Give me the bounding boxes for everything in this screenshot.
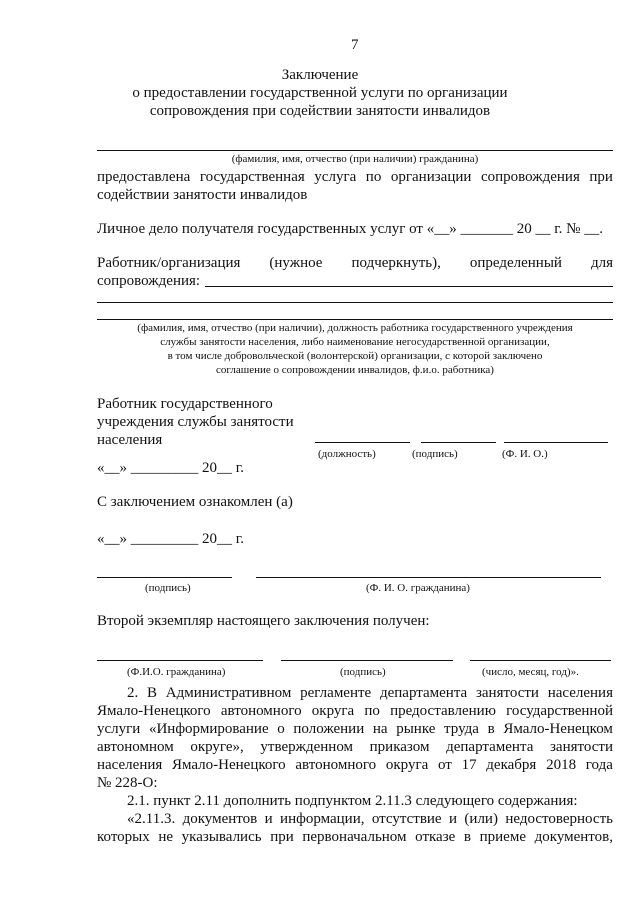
word: автономного bbox=[295, 757, 377, 773]
word: утвержденном bbox=[260, 739, 354, 755]
word: 17 bbox=[461, 757, 477, 773]
word: 2. bbox=[127, 685, 139, 701]
signature-caption: (подпись) bbox=[412, 448, 458, 460]
document-title bbox=[120, 66, 520, 120]
quote-line-1 bbox=[127, 810, 613, 828]
word: занятости bbox=[549, 739, 613, 755]
word: департамента bbox=[446, 739, 534, 755]
second-copy-title: Второй экземпляр настоящего заключения получен: bbox=[97, 613, 430, 629]
word: округа bbox=[385, 757, 429, 773]
word: автономного bbox=[220, 703, 302, 719]
word: регламенте bbox=[300, 685, 372, 701]
service-provided-line-1 bbox=[97, 168, 613, 186]
amendment-p2-line-5 bbox=[97, 756, 613, 774]
word: о bbox=[277, 721, 285, 737]
caption-line-4: соглашение о сопровождении инвалидов, ф.и.о. работника) bbox=[216, 364, 494, 376]
word: предоставлению bbox=[390, 703, 496, 719]
word: Работник/организация bbox=[97, 255, 241, 271]
word: услуги bbox=[97, 721, 141, 737]
position-caption: (должность) bbox=[318, 448, 376, 460]
amendment-p2-last-line: № 228-О: bbox=[97, 775, 158, 791]
full-name-line bbox=[504, 442, 608, 443]
acquainted-signature-caption: (подпись) bbox=[145, 582, 191, 594]
word: В bbox=[147, 685, 158, 701]
title-line-2: о предоставлении государственной услуги по организации bbox=[132, 85, 508, 101]
position-line bbox=[315, 442, 410, 443]
worker-organization-caption bbox=[97, 321, 613, 377]
word: года bbox=[585, 757, 613, 773]
word: предоставлена bbox=[97, 169, 191, 185]
word: «Информирование bbox=[148, 721, 269, 737]
word: занятости bbox=[475, 685, 539, 701]
word: отсутствие bbox=[371, 811, 442, 827]
word: не bbox=[158, 829, 174, 845]
quote-line-2 bbox=[97, 828, 613, 846]
word: положении bbox=[293, 721, 365, 737]
employment-worker-label bbox=[97, 395, 294, 449]
acquainted-signature-line bbox=[97, 577, 232, 578]
word: и bbox=[264, 811, 273, 827]
word: для bbox=[590, 255, 613, 271]
amendment-p2-line-3 bbox=[97, 720, 613, 738]
amendment-p2-line-4 bbox=[97, 738, 613, 756]
signature-line bbox=[421, 442, 496, 443]
word: и bbox=[449, 811, 458, 827]
second-copy-name-caption: (Ф.И.О. гражданина) bbox=[127, 666, 226, 678]
acquainted-name-caption: (Ф. И. О. гражданина) bbox=[366, 582, 470, 594]
word: населения bbox=[97, 757, 163, 773]
word: округа bbox=[311, 703, 355, 719]
word: определенный bbox=[469, 255, 562, 271]
word: автономном bbox=[97, 739, 174, 755]
escort-fill-line-3 bbox=[97, 319, 613, 320]
acquainted-title: С заключением ознакомлен (а) bbox=[97, 494, 293, 510]
employment-worker-date: «__» _________ 20__ г. bbox=[97, 460, 244, 476]
amendment-p21-line: 2.1. пункт 2.11 дополнить подпунктом 2.11.3 следующего содержания: bbox=[127, 793, 578, 809]
second-copy-signature-caption: (подпись) bbox=[340, 666, 386, 678]
page-number: 7 bbox=[351, 37, 359, 53]
word: на bbox=[372, 721, 388, 737]
worker-organization-line-1 bbox=[97, 254, 613, 272]
worker-organization-line-2: сопровождения: bbox=[97, 273, 201, 289]
employment-worker-line-1: Работник государственного bbox=[97, 396, 273, 412]
word: «2.11.3. bbox=[127, 811, 176, 827]
word: Ямало-Ненецкого bbox=[97, 703, 211, 719]
word: приказом bbox=[369, 739, 430, 755]
word: 2018 bbox=[546, 757, 577, 773]
caption-line-2: службы занятости населения, либо наименование негосударственной организации, bbox=[160, 336, 550, 348]
word: документов bbox=[182, 811, 258, 827]
word: отказе bbox=[415, 829, 456, 845]
word: от bbox=[438, 757, 452, 773]
word: департамента bbox=[379, 685, 468, 701]
second-copy-name-line bbox=[97, 660, 263, 661]
word: в bbox=[487, 721, 495, 737]
word: населения bbox=[547, 685, 613, 701]
employment-worker-line-2: учреждения службы занятости bbox=[97, 414, 294, 430]
word: государственной bbox=[506, 703, 613, 719]
amendment-p2-line-2 bbox=[97, 702, 613, 720]
escort-fill-line-1 bbox=[205, 286, 613, 287]
word: рынке bbox=[396, 721, 436, 737]
word: (нужное bbox=[269, 255, 323, 271]
second-copy-signature-line bbox=[281, 660, 453, 661]
acquainted-date: «__» _________ 20__ г. bbox=[97, 531, 244, 547]
word: информации, bbox=[280, 811, 365, 827]
word: первоначальном bbox=[302, 829, 407, 845]
word: декабря bbox=[486, 757, 537, 773]
title-line-1: Заключение bbox=[281, 67, 359, 83]
second-copy-date-line bbox=[470, 660, 611, 661]
personal-file-line: Личное дело получателя государственных услуг от «__» _______ 20 __ г. № __. bbox=[97, 221, 603, 237]
word: (или) bbox=[464, 811, 498, 827]
word: по bbox=[364, 703, 380, 719]
word: по bbox=[365, 169, 382, 185]
amendment-p2-line-1 bbox=[127, 684, 613, 702]
word: труда bbox=[444, 721, 479, 737]
word: при bbox=[270, 829, 294, 845]
escort-fill-line-2 bbox=[97, 302, 613, 303]
word: документов, bbox=[534, 829, 613, 845]
caption-line-3: в том числе добровольческой (волонтерской) организации, с которой заключено bbox=[167, 350, 543, 362]
service-provided-line-2: содействии занятости инвалидов bbox=[97, 187, 308, 203]
word: услуга bbox=[314, 169, 357, 185]
citizen-name-line bbox=[97, 150, 613, 151]
word: при bbox=[589, 169, 613, 185]
word: государственная bbox=[199, 169, 305, 185]
word: организации bbox=[390, 169, 472, 185]
word: указывались bbox=[181, 829, 262, 845]
word: в bbox=[463, 829, 472, 845]
citizen-name-caption: (фамилия, имя, отчество (при наличии) гражданина) bbox=[231, 153, 479, 165]
title-line-3: сопровождения при содействии занятости инвалидов bbox=[149, 103, 491, 119]
employment-worker-line-3: населения bbox=[97, 432, 163, 448]
acquainted-name-line bbox=[256, 577, 601, 578]
word: приеме bbox=[479, 829, 526, 845]
word: Ямало-Ненецкого bbox=[172, 757, 286, 773]
word: недостоверность bbox=[505, 811, 613, 827]
word: подчеркнуть), bbox=[351, 255, 441, 271]
full-name-caption: (Ф. И. О.) bbox=[502, 448, 548, 460]
word: округе», bbox=[190, 739, 244, 755]
word: сопровождения bbox=[480, 169, 580, 185]
caption-line-1: (фамилия, имя, отчество (при наличии), должность работника государственного учреждения bbox=[137, 322, 573, 334]
word: которых bbox=[97, 829, 150, 845]
word: Ямало-Ненецком bbox=[503, 721, 613, 737]
second-copy-date-caption: (число, месяц, год)». bbox=[482, 666, 579, 678]
word: Административном bbox=[165, 685, 292, 701]
